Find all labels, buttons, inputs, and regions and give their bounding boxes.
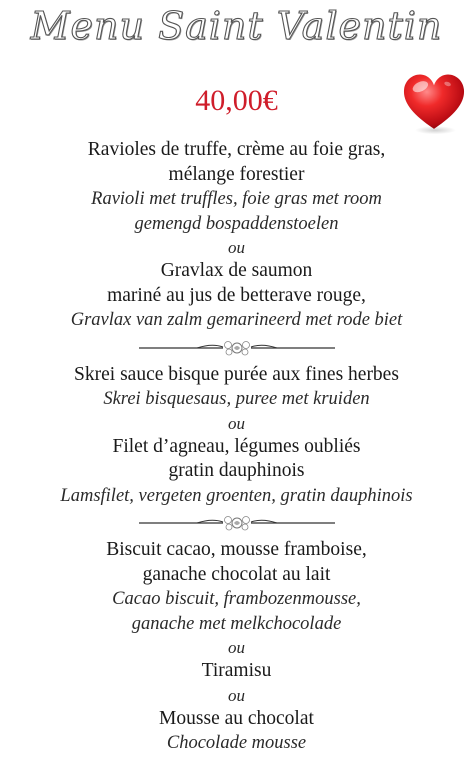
or-separator: ou — [228, 685, 245, 705]
menu-line-translation: gemengd bospaddenstoelen — [134, 213, 339, 234]
menu-content — [0, 138, 473, 756]
or-separator: ou — [228, 413, 245, 433]
menu-line: Filet d’agneau, légumes oubliés — [112, 435, 361, 457]
menu-line-translation: Gravlax van zalm gemarineerd met rode biet — [70, 310, 403, 330]
heart-icon — [400, 70, 468, 136]
menu-line: Biscuit cacao, mousse framboise, — [106, 539, 367, 560]
menu-line: mariné au jus de betterave rouge, — [107, 284, 366, 306]
menu-line: mélange forestier — [168, 163, 305, 185]
menu-line: Skrei sauce bisque purée aux fines herbes — [74, 363, 399, 385]
menu-line-translation: Skrei bisquesaus, puree met kruiden — [103, 389, 370, 409]
menu-line-translation: Chocolade mousse — [166, 733, 307, 753]
course-starter — [0, 138, 473, 333]
menu-line: Ravioles de truffe, crème au foie gras, — [87, 139, 386, 160]
menu-line: Gravlax de saumon — [160, 260, 313, 281]
menu-price: 40,00€ — [195, 84, 278, 117]
ornament-divider — [0, 508, 473, 538]
menu-line-translation: Lamsfilet, vergeten groenten, gratin dauphinois — [60, 485, 413, 506]
menu-line: gratin dauphinois — [168, 460, 305, 481]
or-separator: ou — [228, 238, 245, 257]
menu-line: Mousse au chocolat — [159, 707, 314, 729]
menu-line-translation: Ravioli met truffles, foie gras met room — [91, 189, 382, 209]
menu-line-translation: Cacao biscuit, frambozenmousse, — [112, 589, 361, 609]
menu-title: Menu Saint Valentin — [30, 4, 443, 48]
menu-line-translation: ganache met melkchocolade — [131, 613, 342, 634]
course-main — [0, 363, 473, 509]
menu-line: ganache chocolat au lait — [142, 563, 331, 585]
menu-line: Tiramisu — [201, 660, 272, 681]
or-separator: ou — [228, 638, 245, 657]
course-dessert — [0, 538, 473, 756]
ornament-divider — [0, 333, 473, 363]
